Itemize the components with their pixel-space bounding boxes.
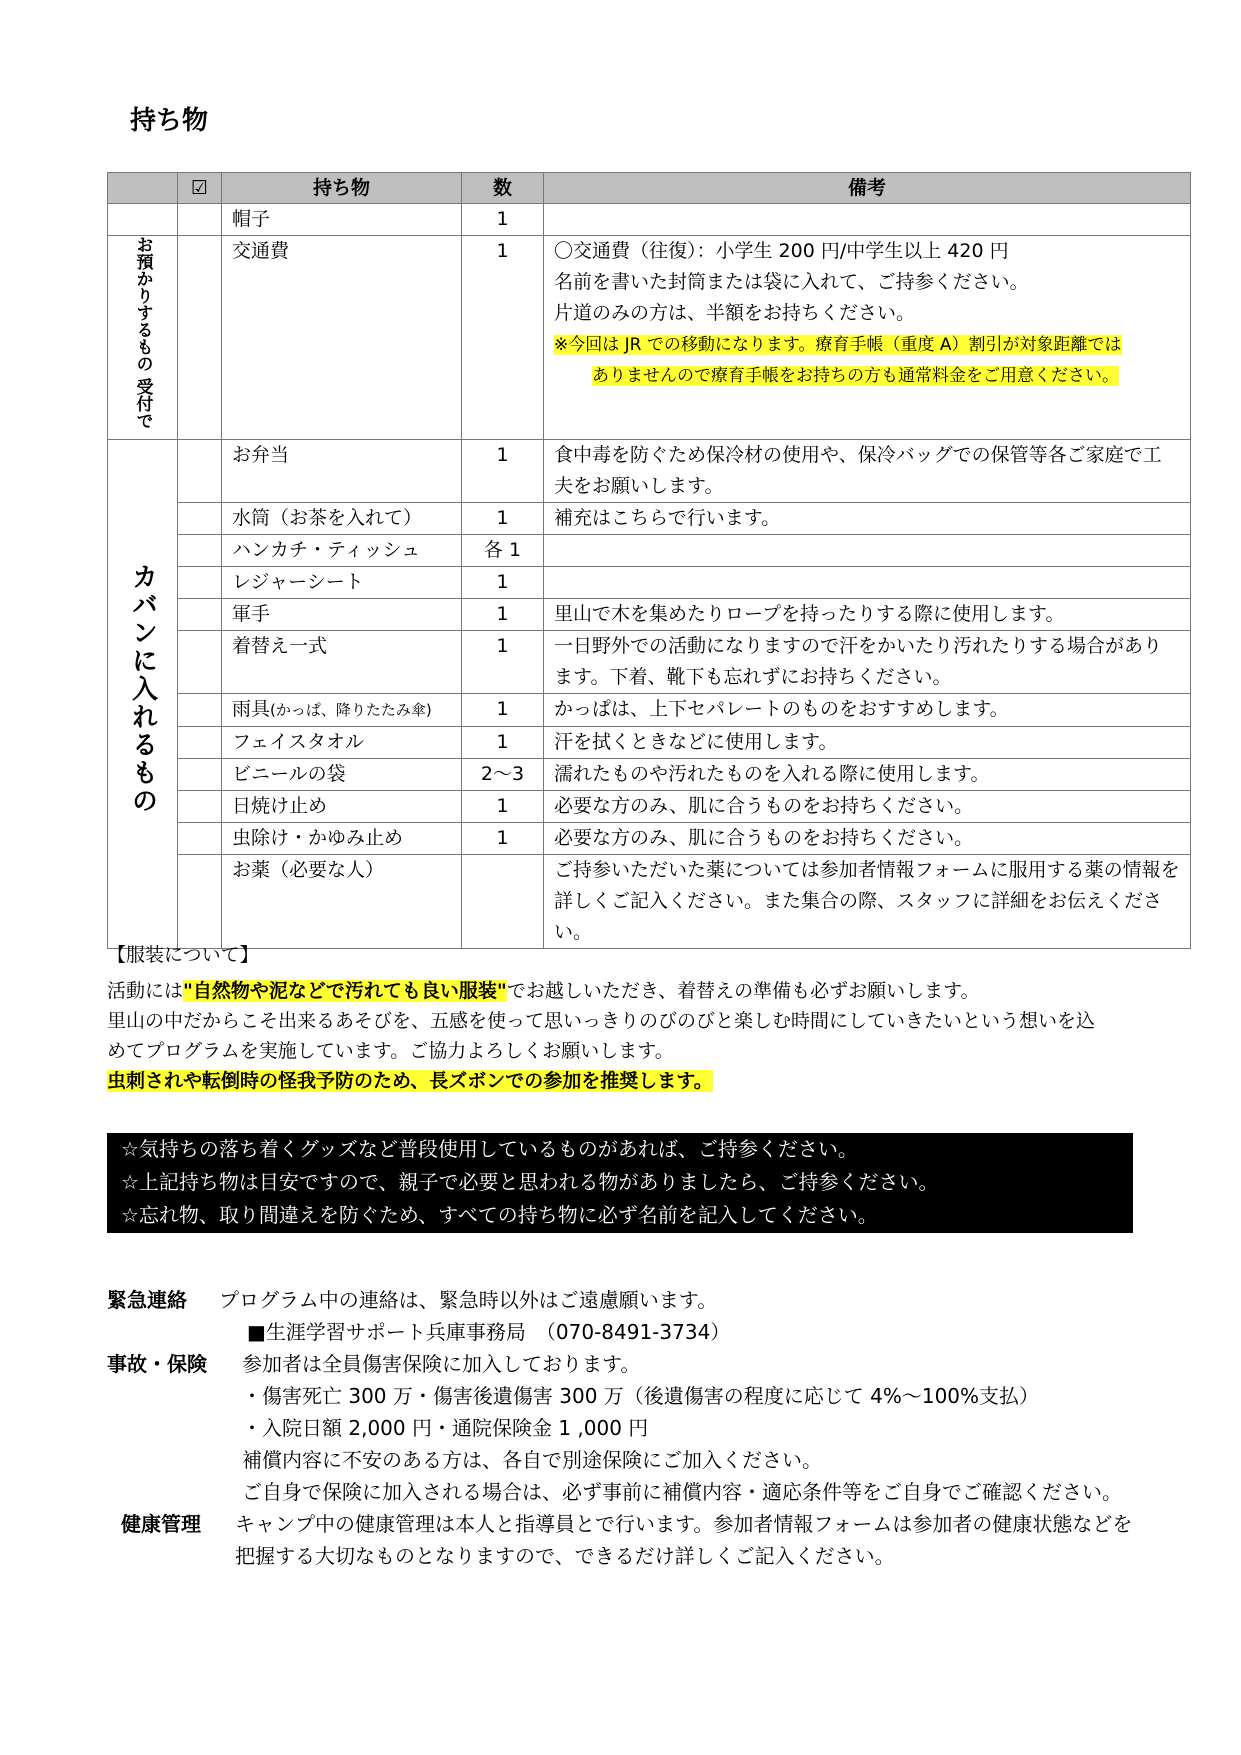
item-sub-label: (かっぱ、降りたたみ傘) bbox=[270, 700, 432, 719]
note-cell: 汗を拭くときなどに使用します。 bbox=[544, 726, 1191, 758]
qty-cell: 1 bbox=[462, 236, 544, 440]
fare-note-5: ありませんので療育手帳をお持ちの方も通常料金をご用意ください。 bbox=[592, 366, 1119, 386]
note-cell: ご持参いただいた薬については参加者情報フォームに服用する薬の情報を詳しくご記入ください。また集合の際、スタッフに詳細をお伝えください。 bbox=[544, 854, 1191, 948]
belongings-table bbox=[107, 172, 1191, 949]
qty-cell: 1 bbox=[462, 502, 544, 534]
note-cell bbox=[544, 566, 1191, 598]
insurance-line-3: 補償内容に不安のある方は、各自で別途保険にご加入ください。 bbox=[242, 1448, 822, 1472]
note-cell bbox=[544, 534, 1191, 566]
table-row bbox=[108, 236, 1191, 440]
health-row bbox=[107, 1508, 1217, 1572]
item-cell: レジャーシート bbox=[222, 566, 462, 598]
header-category bbox=[108, 173, 178, 204]
clothing-section bbox=[107, 940, 1197, 1096]
note-cell bbox=[544, 204, 1191, 236]
table-row bbox=[108, 790, 1191, 822]
qty-cell: 1 bbox=[462, 204, 544, 236]
category-bag-label: カバンに入れるもの bbox=[127, 562, 158, 815]
fare-note-3: 片道のみの方は、半額をお持ちください。 bbox=[554, 302, 916, 324]
note-cell: 一日野外での活動になりますので汗をかいたり汚れたりする場合があります。下着、靴下も忘れずにお持ちください。 bbox=[544, 630, 1191, 693]
item-cell: お薬（必要な人） bbox=[222, 854, 462, 948]
insurance-text: 参加者は全員傷害保険に加入しております。 bbox=[242, 1352, 641, 1376]
item-cell: 帽子 bbox=[222, 204, 462, 236]
emergency-row bbox=[107, 1284, 1217, 1348]
category-reception bbox=[108, 236, 178, 440]
insurance-row bbox=[107, 1348, 1217, 1508]
table-row bbox=[108, 726, 1191, 758]
notice-line-3: ☆忘れ物、取り間違えを防ぐため、すべての持ち物に必ず名前を記入してください。 bbox=[121, 1203, 878, 1227]
check-cell[interactable] bbox=[178, 566, 222, 598]
insurance-label: 事故・保険 bbox=[107, 1352, 207, 1376]
item-cell: 虫除け・かゆみ止め bbox=[222, 822, 462, 854]
check-cell[interactable] bbox=[178, 204, 222, 236]
note-cell: 濡れたものや汚れたものを入れる際に使用します。 bbox=[544, 758, 1191, 790]
insurance-line-4: ご自身で保険に加入される場合は、必ず事前に補償内容・適応条件等をご自身でご確認ください。 bbox=[242, 1480, 1122, 1504]
qty-cell bbox=[462, 854, 544, 948]
table-header-row bbox=[108, 173, 1191, 204]
item-cell: お弁当 bbox=[222, 439, 462, 502]
qty-cell: 1 bbox=[462, 630, 544, 693]
item-label: 雨具 bbox=[232, 697, 271, 720]
check-cell[interactable] bbox=[178, 854, 222, 948]
clothing-line-1 bbox=[107, 976, 1197, 1006]
check-cell[interactable] bbox=[178, 758, 222, 790]
check-cell[interactable] bbox=[178, 693, 222, 726]
fare-note-4: ※今回は JR での移動になります。療育手帳（重度 A）割引が対象距離では bbox=[554, 335, 1122, 355]
qty-cell: 1 bbox=[462, 726, 544, 758]
table-row bbox=[108, 566, 1191, 598]
clothing-line-1-post: でお越しいただき、着替えの準備も必ずお願いします。 bbox=[506, 980, 980, 1002]
note-cell: 食中毒を防ぐため保冷材の使用や、保冷バッグでの保管等各ご家庭で工夫をお願いします。 bbox=[544, 439, 1191, 502]
item-cell: フェイスタオル bbox=[222, 726, 462, 758]
item-cell: 軍手 bbox=[222, 598, 462, 630]
note-cell: 補充はこちらで行います。 bbox=[544, 502, 1191, 534]
qty-cell: 1 bbox=[462, 790, 544, 822]
health-label: 健康管理 bbox=[121, 1512, 201, 1536]
clothing-line-1-highlight: "自然物や泥などで汚れても良い服装" bbox=[183, 980, 507, 1002]
item-cell bbox=[222, 693, 462, 726]
table-row bbox=[108, 822, 1191, 854]
note-cell: かっぱは、上下セパレートのものをおすすめします。 bbox=[544, 693, 1191, 726]
item-cell: 交通費 bbox=[222, 236, 462, 440]
table-row bbox=[108, 502, 1191, 534]
table-row bbox=[108, 204, 1191, 236]
item-cell: ハンカチ・ティッシュ bbox=[222, 534, 462, 566]
category-reception-label: お預かりするもの 受付で bbox=[132, 236, 153, 429]
item-cell: 水筒（お茶を入れて） bbox=[222, 502, 462, 534]
check-cell[interactable] bbox=[178, 439, 222, 502]
header-item: 持ち物 bbox=[222, 173, 462, 204]
table-row bbox=[108, 758, 1191, 790]
emergency-contact: ■生涯学習サポート兵庫事務局 （070-8491-3734） bbox=[247, 1320, 731, 1344]
emergency-label: 緊急連絡 bbox=[107, 1288, 187, 1312]
category-bag bbox=[108, 439, 178, 948]
item-cell: ビニールの袋 bbox=[222, 758, 462, 790]
check-cell[interactable] bbox=[178, 790, 222, 822]
note-cell: 必要な方のみ、肌に合うものをお持ちください。 bbox=[544, 822, 1191, 854]
table-row bbox=[108, 693, 1191, 726]
check-cell[interactable] bbox=[178, 598, 222, 630]
check-cell[interactable] bbox=[178, 630, 222, 693]
check-cell[interactable] bbox=[178, 726, 222, 758]
item-cell: 日焼け止め bbox=[222, 790, 462, 822]
contact-section bbox=[107, 1284, 1217, 1572]
insurance-line-1: ・傷害死亡 300 万・傷害後遺傷害 300 万（後遺傷害の程度に応じて 4%～100%支払） bbox=[242, 1384, 1040, 1408]
note-cell: 必要な方のみ、肌に合うものをお持ちください。 bbox=[544, 790, 1191, 822]
fare-note-1: 〇交通費（往復）：小学生 200 円/中学生以上 420 円 bbox=[554, 240, 1009, 262]
clothing-line-1-pre: 活動には bbox=[107, 980, 184, 1002]
category-empty bbox=[108, 204, 178, 236]
notice-line-2: ☆上記持ち物は目安ですので、親子で必要と思われる物がありましたら、ご持参ください。 bbox=[121, 1170, 939, 1194]
qty-cell: 1 bbox=[462, 439, 544, 502]
clothing-line-3: 虫刺されや転倒時の怪我予防のため、長ズボンでの参加を推奨します。 bbox=[107, 1070, 713, 1092]
qty-cell: 1 bbox=[462, 598, 544, 630]
note-cell: 里山で木を集めたりロープを持ったりする際に使用します。 bbox=[544, 598, 1191, 630]
notice-box bbox=[107, 1133, 1133, 1233]
page-title: 持ち物 bbox=[130, 106, 209, 136]
clothing-heading: 【服装について】 bbox=[107, 944, 259, 966]
qty-cell: 1 bbox=[462, 566, 544, 598]
qty-cell: 2～3 bbox=[462, 758, 544, 790]
check-cell[interactable] bbox=[178, 534, 222, 566]
notice-line-1: ☆気持ちの落ち着くグッズなど普段使用しているものがあれば、ご持参ください。 bbox=[121, 1137, 858, 1161]
check-cell[interactable] bbox=[178, 502, 222, 534]
table-row bbox=[108, 854, 1191, 948]
check-cell[interactable] bbox=[178, 236, 222, 440]
table-row bbox=[108, 439, 1191, 502]
insurance-line-2: ・入院日額 2,000 円・通院保険金 1 ,000 円 bbox=[242, 1416, 649, 1440]
qty-cell: 1 bbox=[462, 693, 544, 726]
fare-note-2: 名前を書いた封筒または袋に入れて、ご持参ください。 bbox=[554, 271, 1029, 293]
header-note: 備考 bbox=[544, 173, 1191, 204]
qty-cell: 各 1 bbox=[462, 534, 544, 566]
table-row bbox=[108, 598, 1191, 630]
check-cell[interactable] bbox=[178, 822, 222, 854]
header-qty: 数 bbox=[462, 173, 544, 204]
qty-cell: 1 bbox=[462, 822, 544, 854]
table-row bbox=[108, 534, 1191, 566]
emergency-text: プログラム中の連絡は、緊急時以外はご遠慮願います。 bbox=[219, 1288, 718, 1312]
note-cell bbox=[544, 236, 1191, 440]
header-check: ☑ bbox=[178, 173, 222, 204]
table-row bbox=[108, 630, 1191, 693]
health-text: キャンプ中の健康管理は本人と指導員とで行います。参加者情報フォームは参加者の健康状態などを把握する大切なものとなりますので、できるだけ詳しくご記入ください。 bbox=[235, 1512, 1133, 1568]
item-cell: 着替え一式 bbox=[222, 630, 462, 693]
clothing-line-2: 里山の中だからこそ出来るあそびを、五感を使って思いっきりのびのびと楽しむ時間にしていきたいという想いを込めてプログラムを実施しています。ご協力よろしくお願いします。 bbox=[107, 1010, 1096, 1062]
